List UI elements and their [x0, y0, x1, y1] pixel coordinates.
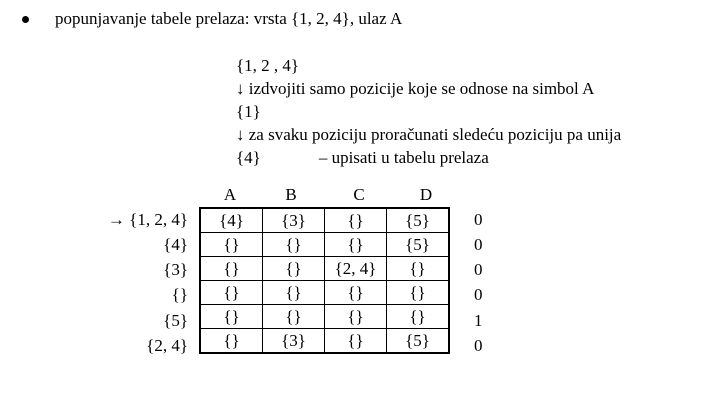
accept-flag: 0: [474, 235, 483, 254]
table-cell: {}: [325, 208, 387, 233]
table-row: [200, 257, 449, 281]
table-cell: {}: [200, 281, 263, 305]
table-row: [200, 305, 449, 329]
table-cell: {}: [325, 281, 387, 305]
row-label: {4}: [163, 235, 188, 254]
accept-flag: 0: [474, 210, 483, 229]
table-cell: {3}: [263, 208, 325, 233]
column-header: D: [419, 185, 433, 204]
accept-flag: 0: [474, 336, 483, 355]
table-cell: {5}: [387, 233, 450, 257]
step-line: [236, 146, 621, 169]
table-cell: {3}: [263, 329, 325, 354]
table-cell: {}: [263, 233, 325, 257]
step-line: [236, 77, 621, 100]
step-line: [236, 54, 621, 77]
table-cell: {}: [200, 257, 263, 281]
table-cell: {}: [387, 257, 450, 281]
column-header: C: [353, 185, 365, 204]
transition-table: [199, 207, 450, 354]
accept-flag: 0: [474, 260, 483, 279]
step-line: [236, 123, 621, 146]
table-cell: {4}: [200, 208, 263, 233]
table-row: [200, 329, 449, 354]
table-cell: {}: [387, 281, 450, 305]
table-cell: {5}: [387, 208, 450, 233]
step-text: za svaku poziciju proračunati sledeću poziciju pa unija: [244, 125, 622, 144]
table-cell: {2, 4}: [325, 257, 387, 281]
table-cell: {}: [325, 233, 387, 257]
step-line: [236, 100, 621, 123]
table-row: [200, 281, 449, 305]
table-cell: {}: [263, 305, 325, 329]
step-text: {1}: [236, 102, 261, 121]
down-arrow-icon: ↓: [236, 79, 245, 98]
row-label: {5}: [163, 311, 188, 330]
table-cell: {}: [200, 329, 263, 354]
table-row: [200, 233, 449, 257]
row-label: → {1, 2, 4}: [107, 210, 188, 229]
row-label: {2, 4}: [146, 336, 188, 355]
table-cell: {}: [263, 257, 325, 281]
derivation-steps: [236, 54, 621, 169]
accept-flag: 1: [474, 311, 483, 330]
table-row: [200, 208, 449, 233]
step-suffix: – upisati u tabelu prelaza: [318, 148, 489, 167]
table-cell: {}: [387, 305, 450, 329]
row-label: {3}: [163, 260, 188, 279]
row-label: {}: [171, 285, 188, 304]
table-cell: {5}: [387, 329, 450, 354]
down-arrow-icon: ↓: [236, 125, 245, 144]
step-text: {1, 2 , 4}: [236, 56, 300, 75]
table-cell: {}: [325, 305, 387, 329]
bullet-point: [22, 16, 29, 23]
table-cell: {}: [263, 281, 325, 305]
table-cell: {}: [200, 305, 263, 329]
bullet-text: popunjavanje tabele prelaza: vrsta {1, 2, 4}, ulaz A: [55, 9, 403, 28]
step-text: izdvojiti samo pozicije koje se odnose na simbol A: [244, 79, 595, 98]
table-cell: {}: [325, 329, 387, 354]
accept-flag: 0: [474, 285, 483, 304]
column-header: A: [223, 185, 237, 204]
column-header: B: [285, 185, 297, 204]
table-cell: {}: [200, 233, 263, 257]
step-text: {4}: [236, 148, 261, 167]
